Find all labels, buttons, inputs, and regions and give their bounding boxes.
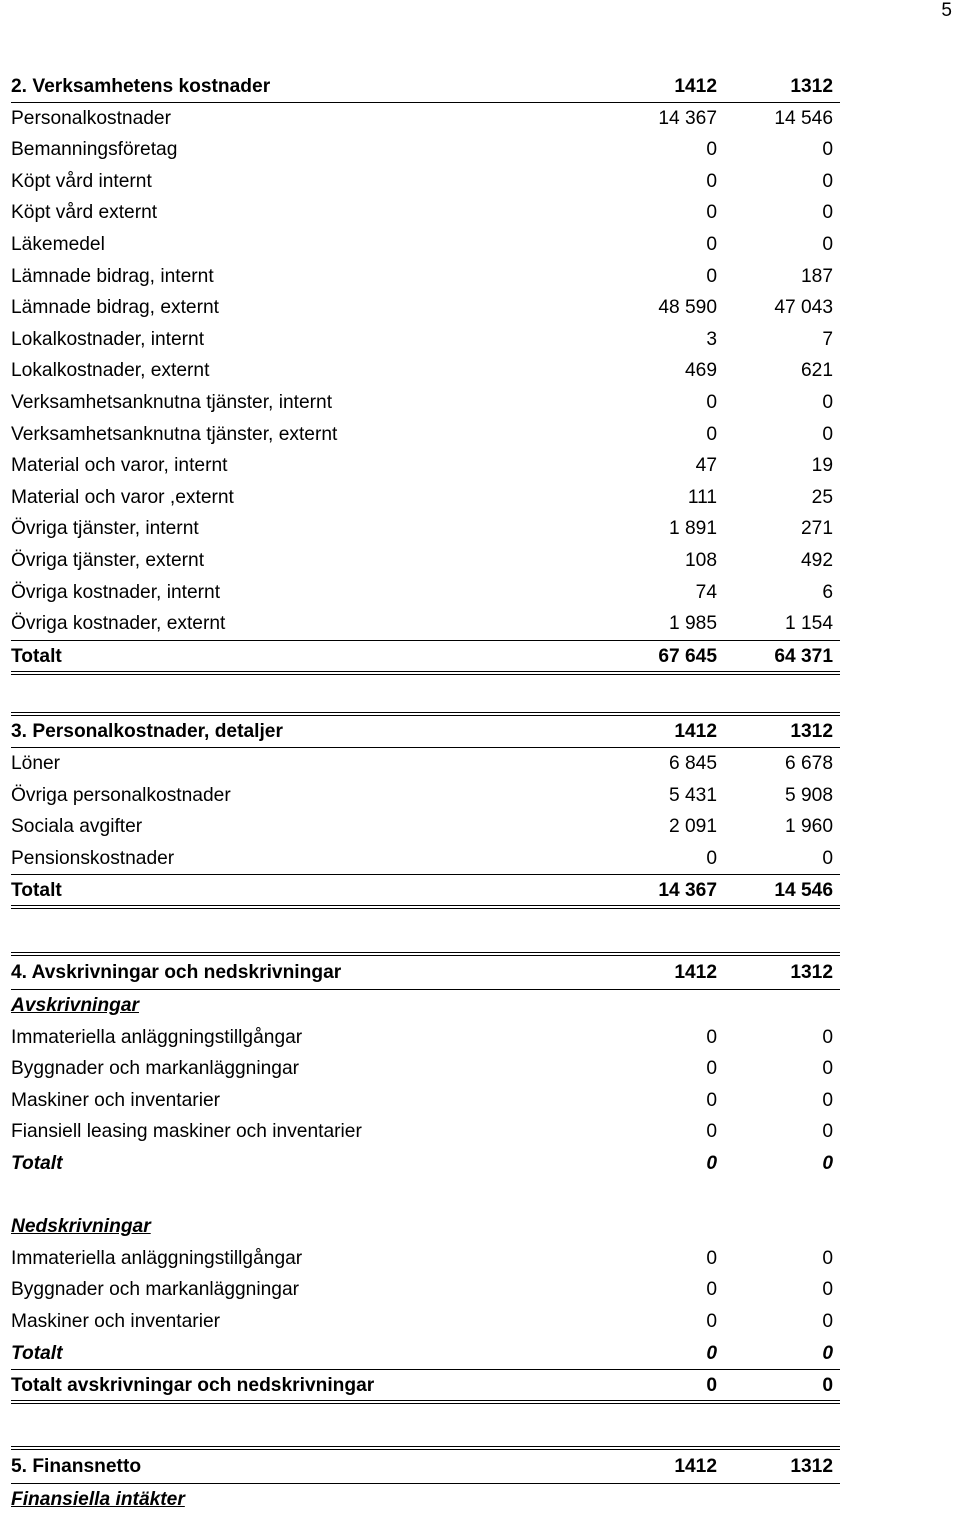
row-value-1: 0 bbox=[706, 1121, 717, 1143]
row-value-2: 7 bbox=[822, 328, 833, 350]
section-finansnetto bbox=[11, 1446, 840, 1516]
table-row bbox=[11, 1022, 840, 1054]
row-value-1: 0 bbox=[706, 1089, 717, 1111]
table-row bbox=[11, 780, 840, 812]
row-value-1: 0 bbox=[706, 170, 717, 192]
table-row bbox=[11, 355, 840, 387]
section-title: 3. Personalkostnader, detaljer bbox=[11, 721, 283, 742]
subsection-title-finansiella-intakter: Finansiella intäkter bbox=[11, 1489, 185, 1510]
table-row bbox=[11, 811, 840, 843]
total-row bbox=[11, 640, 840, 675]
section-header bbox=[11, 712, 840, 748]
row-value-2: 271 bbox=[800, 518, 833, 540]
row-value-1: 0 bbox=[706, 265, 717, 287]
table-row bbox=[11, 419, 840, 451]
year-col-2: 1312 bbox=[790, 962, 833, 983]
row-label: Lämnade bidrag, externt bbox=[11, 297, 219, 319]
table-row bbox=[11, 608, 840, 640]
row-value-1: 0 bbox=[706, 1310, 717, 1332]
total-label: Totalt bbox=[11, 645, 62, 667]
table-row bbox=[11, 229, 840, 261]
row-label: Material och varor, internt bbox=[11, 455, 228, 477]
row-value-2: 0 bbox=[822, 391, 833, 413]
table-row bbox=[11, 482, 840, 514]
table-row bbox=[11, 843, 840, 875]
grand-total-value-2: 0 bbox=[822, 1375, 833, 1397]
row-label: Verksamhetsanknutna tjänster, externt bbox=[11, 423, 338, 445]
table-row bbox=[11, 134, 840, 166]
row-value-1: 0 bbox=[706, 847, 717, 869]
total-row bbox=[11, 874, 840, 909]
section-header bbox=[11, 952, 840, 990]
row-value-2: 0 bbox=[822, 233, 833, 255]
row-value-1: 2 091 bbox=[668, 816, 717, 838]
row-value-2: 6 bbox=[822, 581, 833, 603]
row-value-2: 6 678 bbox=[784, 753, 833, 774]
row-label: Material och varor ,externt bbox=[11, 486, 234, 508]
subtotal-value-2: 0 bbox=[822, 1342, 833, 1364]
row-value-1: 14 367 bbox=[658, 107, 717, 129]
table-row bbox=[11, 292, 840, 324]
row-value-1: 0 bbox=[706, 139, 717, 161]
row-value-2: 0 bbox=[822, 1089, 833, 1111]
row-value-2: 0 bbox=[822, 170, 833, 192]
row-label: Köpt vård internt bbox=[11, 170, 152, 192]
total-value-2: 14 546 bbox=[774, 880, 833, 902]
subtotal-value-2: 0 bbox=[822, 1152, 833, 1174]
row-label: Fiansiell leasing maskiner och inventarier bbox=[11, 1121, 362, 1143]
subsection-title bbox=[11, 1484, 840, 1516]
row-value-2: 0 bbox=[822, 1058, 833, 1080]
table-row bbox=[11, 450, 840, 482]
row-value-2: 0 bbox=[822, 1279, 833, 1301]
row-value-2: 47 043 bbox=[774, 297, 833, 319]
row-value-2: 0 bbox=[822, 202, 833, 224]
row-value-1: 74 bbox=[695, 581, 717, 603]
total-label: Totalt bbox=[11, 880, 62, 902]
row-label: Övriga kostnader, internt bbox=[11, 581, 221, 603]
row-label: Immateriella anläggningstillgångar bbox=[11, 1026, 303, 1048]
section-personalkostnader-detaljer bbox=[11, 712, 840, 909]
row-value-2: 19 bbox=[811, 455, 833, 477]
row-value-1: 1 985 bbox=[668, 613, 717, 635]
spacer bbox=[11, 1180, 840, 1212]
row-value-2: 1 154 bbox=[784, 613, 833, 635]
row-value-1: 108 bbox=[684, 549, 717, 571]
row-label: Övriga kostnader, externt bbox=[11, 613, 226, 635]
section-header bbox=[11, 71, 840, 103]
subtotal-row bbox=[11, 1148, 840, 1180]
row-value-2: 0 bbox=[822, 1310, 833, 1332]
row-value-1: 111 bbox=[687, 486, 717, 508]
row-value-2: 621 bbox=[800, 360, 833, 382]
section-avskrivningar-nedskrivningar bbox=[11, 952, 840, 1404]
row-label: Maskiner och inventarier bbox=[11, 1089, 221, 1111]
row-label: Lokalkostnader, externt bbox=[11, 360, 210, 382]
row-value-1: 1 891 bbox=[668, 518, 717, 540]
row-value-1: 0 bbox=[706, 391, 717, 413]
row-value-2: 0 bbox=[822, 1247, 833, 1269]
row-value-2: 25 bbox=[811, 486, 833, 508]
table-row bbox=[11, 1274, 840, 1306]
row-value-2: 0 bbox=[822, 1121, 833, 1143]
table-row bbox=[11, 1085, 840, 1117]
year-col-1: 1412 bbox=[674, 76, 717, 97]
subtotal-label: Totalt bbox=[11, 1152, 63, 1174]
year-col-2: 1312 bbox=[790, 1456, 833, 1477]
row-value-2: 0 bbox=[822, 423, 833, 445]
table-row bbox=[11, 261, 840, 293]
row-value-2: 0 bbox=[822, 847, 833, 869]
row-label: Köpt vård externt bbox=[11, 202, 158, 224]
subsection-title bbox=[11, 1211, 840, 1243]
row-value-1: 48 590 bbox=[658, 297, 717, 319]
row-value-2: 187 bbox=[800, 265, 833, 287]
section-title: 5. Finansnetto bbox=[11, 1456, 142, 1477]
page-number: 5 bbox=[941, 0, 952, 21]
row-label: Övriga tjänster, externt bbox=[11, 549, 205, 571]
row-value-1: 47 bbox=[695, 455, 717, 477]
table-row bbox=[11, 103, 840, 135]
grand-total-value-1: 0 bbox=[706, 1375, 717, 1397]
row-value-1: 5 431 bbox=[668, 784, 717, 806]
total-value-1: 67 645 bbox=[658, 645, 717, 667]
table-row bbox=[11, 577, 840, 609]
row-value-1: 0 bbox=[706, 1247, 717, 1269]
subsection-title-nedskrivningar: Nedskrivningar bbox=[11, 1216, 151, 1238]
grand-total-label: Totalt avskrivningar och nedskrivningar bbox=[11, 1375, 375, 1397]
row-value-1: 469 bbox=[684, 360, 717, 382]
table-row bbox=[11, 513, 840, 545]
row-label: Övriga personalkostnader bbox=[11, 784, 231, 806]
section-title: 2. Verksamhetens kostnader bbox=[11, 76, 271, 97]
row-label: Sociala avgifter bbox=[11, 816, 143, 838]
subtotal-row bbox=[11, 1338, 840, 1370]
subtotal-label: Totalt bbox=[11, 1342, 63, 1364]
row-value-1: 0 bbox=[706, 202, 717, 224]
subtotal-value-1: 0 bbox=[706, 1342, 717, 1364]
row-label: Byggnader och markanläggningar bbox=[11, 1058, 299, 1080]
total-value-2: 64 371 bbox=[774, 645, 833, 667]
row-label: Övriga tjänster, internt bbox=[11, 518, 199, 540]
table-row bbox=[11, 387, 840, 419]
grand-total-row bbox=[11, 1369, 840, 1404]
year-col-2: 1312 bbox=[790, 76, 833, 97]
table-row bbox=[11, 1116, 840, 1148]
table-row bbox=[11, 1306, 840, 1338]
row-label: Bemanningsföretag bbox=[11, 139, 178, 161]
table-row bbox=[11, 1243, 840, 1275]
section-verksamhetens-kostnader bbox=[11, 71, 840, 675]
section-header bbox=[11, 1446, 840, 1484]
row-label: Lämnade bidrag, internt bbox=[11, 265, 214, 287]
row-value-1: 0 bbox=[706, 1279, 717, 1301]
table-row bbox=[11, 197, 840, 229]
row-value-1: 3 bbox=[706, 328, 717, 350]
row-value-2: 5 908 bbox=[784, 784, 833, 806]
total-value-1: 14 367 bbox=[658, 880, 717, 902]
row-value-2: 492 bbox=[800, 549, 833, 571]
row-label: Maskiner och inventarier bbox=[11, 1310, 221, 1332]
row-value-2: 1 960 bbox=[784, 816, 833, 838]
table-row bbox=[11, 324, 840, 356]
subsection-title-avskrivningar: Avskrivningar bbox=[11, 995, 139, 1016]
table-row bbox=[11, 166, 840, 198]
row-label: Löner bbox=[11, 753, 61, 774]
year-col-1: 1412 bbox=[674, 721, 717, 742]
row-label: Immateriella anläggningstillgångar bbox=[11, 1247, 303, 1269]
row-value-1: 0 bbox=[706, 1026, 717, 1048]
row-value-1: 0 bbox=[706, 423, 717, 445]
year-col-1: 1412 bbox=[674, 962, 717, 983]
table-row bbox=[11, 1053, 840, 1085]
row-label: Lokalkostnader, internt bbox=[11, 328, 205, 350]
table-row bbox=[11, 748, 840, 780]
subsection-title bbox=[11, 990, 840, 1022]
row-label: Personalkostnader bbox=[11, 107, 171, 129]
year-col-2: 1312 bbox=[790, 721, 833, 742]
subtotal-value-1: 0 bbox=[706, 1152, 717, 1174]
row-value-2: 14 546 bbox=[774, 107, 833, 129]
row-value-1: 0 bbox=[706, 233, 717, 255]
row-label: Läkemedel bbox=[11, 233, 105, 255]
year-col-1: 1412 bbox=[674, 1456, 717, 1477]
table-row bbox=[11, 545, 840, 577]
row-value-1: 0 bbox=[706, 1058, 717, 1080]
row-value-2: 0 bbox=[822, 1026, 833, 1048]
row-value-1: 6 845 bbox=[668, 753, 717, 774]
row-label: Verksamhetsanknutna tjänster, internt bbox=[11, 391, 333, 413]
section-title: 4. Avskrivningar och nedskrivningar bbox=[11, 962, 342, 983]
row-label: Pensionskostnader bbox=[11, 847, 175, 869]
row-label: Byggnader och markanläggningar bbox=[11, 1279, 299, 1301]
row-value-2: 0 bbox=[822, 139, 833, 161]
